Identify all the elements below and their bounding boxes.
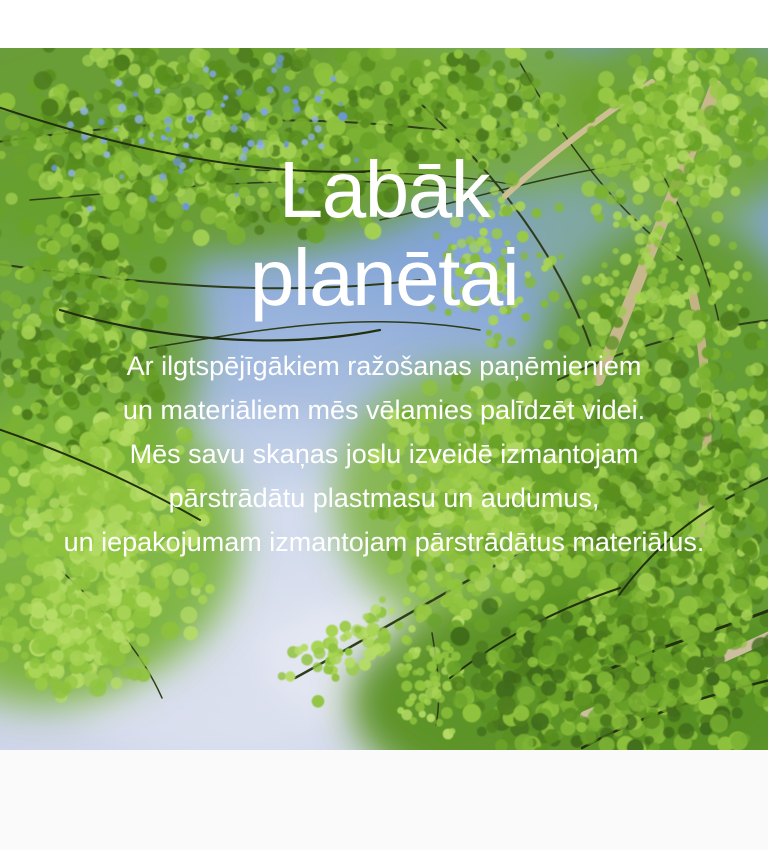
title-line-1: Labāk xyxy=(278,145,490,234)
hero-description xyxy=(0,344,768,564)
title-line-2: planētai xyxy=(249,233,519,322)
description-line: un materiāliem mēs vēlamies palīdzēt videi. xyxy=(122,395,646,425)
bottom-margin xyxy=(0,750,768,850)
description-line: un iepakojumam izmantojam pārstrādātus materiālus. xyxy=(63,527,705,557)
top-margin xyxy=(0,0,768,48)
hero-banner xyxy=(0,48,768,750)
page-title xyxy=(0,146,768,322)
hero-copy xyxy=(0,48,768,750)
description-line: Ar ilgtspējīgākiem ražošanas paņēmieniem xyxy=(126,351,642,381)
description-line: pārstrādātu plastmasu un audumus, xyxy=(168,483,600,513)
description-line: Mēs savu skaņas joslu izveidē izmantojam xyxy=(129,439,639,469)
